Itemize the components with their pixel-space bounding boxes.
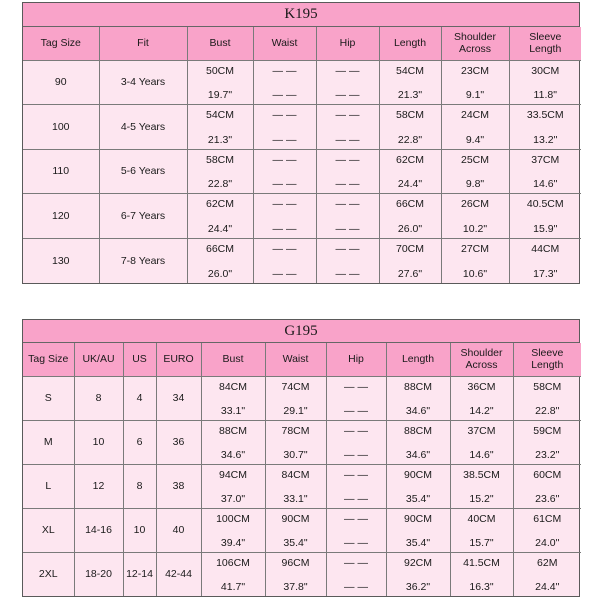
waist-cell xyxy=(253,194,316,239)
inch-value: 23.2" xyxy=(535,448,560,461)
table-row xyxy=(23,238,581,283)
shoulder-cell xyxy=(450,376,513,420)
inch-value: — — xyxy=(335,178,360,191)
hip-cell xyxy=(316,149,379,194)
column-header: Waist xyxy=(265,343,326,376)
inch-value: 22.8" xyxy=(397,133,423,146)
inch-value: 21.3" xyxy=(397,89,423,102)
length-cell xyxy=(386,464,450,508)
inch-value: 21.3" xyxy=(207,133,233,146)
tag-cell: S xyxy=(23,376,74,420)
sleeve-cell xyxy=(509,238,581,283)
size-chart-g195 xyxy=(22,319,580,597)
inch-value: 15.9" xyxy=(533,222,558,235)
inch-value: — — xyxy=(344,581,368,593)
inch-value: 24.4" xyxy=(535,581,560,593)
shoulder-cell xyxy=(441,238,509,283)
table-row xyxy=(23,464,581,508)
cm-value: — — xyxy=(344,380,368,393)
shoulder-cell xyxy=(441,60,509,105)
cm-value: 58CM xyxy=(395,109,424,122)
inch-value: 14.6" xyxy=(533,178,558,191)
hip-cell xyxy=(316,238,379,283)
bust-cell xyxy=(201,420,265,464)
us-cell: 4 xyxy=(123,376,156,420)
shoulder-cell xyxy=(450,552,513,596)
length-cell xyxy=(379,105,441,150)
cm-value: 33.5CM xyxy=(526,109,564,122)
cm-value: 61CM xyxy=(533,512,562,525)
cm-value: — — xyxy=(272,242,297,255)
column-header: Tag Size xyxy=(23,27,99,60)
tag-cell: 120 xyxy=(23,194,99,239)
inch-value: 24.4" xyxy=(397,178,423,191)
cm-value: 37CM xyxy=(531,153,560,166)
inch-value: — — xyxy=(344,536,368,549)
inch-value: 34.6" xyxy=(405,404,431,417)
column-header: Hip xyxy=(316,27,379,60)
cm-value: — — xyxy=(335,109,360,122)
tag-cell: 110 xyxy=(23,149,99,194)
length-cell xyxy=(386,552,450,596)
bust-cell xyxy=(201,376,265,420)
euro-cell: 40 xyxy=(156,508,201,552)
inch-value: 29.1" xyxy=(283,404,308,417)
tag-cell: XL xyxy=(23,508,74,552)
table-row xyxy=(23,149,581,194)
chart-title: G195 xyxy=(23,320,579,343)
euro-cell: 36 xyxy=(156,420,201,464)
cm-value: 40CM xyxy=(467,512,496,525)
hip-cell xyxy=(316,105,379,150)
sleeve-cell xyxy=(513,464,581,508)
euro-cell: 38 xyxy=(156,464,201,508)
column-header: Bust xyxy=(187,27,253,60)
cm-value: 88CM xyxy=(218,424,247,437)
cm-value: 44CM xyxy=(531,242,560,255)
inch-value: 9.4" xyxy=(465,133,485,146)
fit-cell: 7-8 Years xyxy=(99,238,187,283)
sleeve-cell xyxy=(513,420,581,464)
hip-cell xyxy=(326,464,386,508)
hip-cell xyxy=(326,508,386,552)
cm-value: 26CM xyxy=(460,198,489,211)
bust-cell xyxy=(187,105,253,150)
inch-value: 22.8" xyxy=(535,404,560,417)
table-row xyxy=(23,552,581,596)
inch-value: 33.1" xyxy=(283,492,308,505)
cm-value: 27CM xyxy=(460,242,489,255)
cm-value: 70CM xyxy=(395,242,424,255)
cm-value: 40.5CM xyxy=(526,198,564,211)
us-cell: 6 xyxy=(123,420,156,464)
cm-value: 94CM xyxy=(218,468,247,481)
cm-value: 84CM xyxy=(218,380,247,393)
cm-value: 74CM xyxy=(281,380,310,393)
shoulder-cell xyxy=(441,194,509,239)
waist-cell xyxy=(253,149,316,194)
table-row xyxy=(23,420,581,464)
inch-value: 41.7" xyxy=(220,581,246,593)
inch-value: 13.2" xyxy=(533,133,558,146)
cm-value: 88CM xyxy=(403,424,432,437)
bust-cell xyxy=(201,552,265,596)
cm-value: — — xyxy=(344,424,368,437)
cm-value: — — xyxy=(344,512,368,525)
bust-cell xyxy=(187,238,253,283)
tag-cell: 130 xyxy=(23,238,99,283)
cm-value: 66CM xyxy=(205,242,234,255)
inch-value: 22.8" xyxy=(207,178,233,191)
shoulder-cell xyxy=(450,420,513,464)
column-header: Hip xyxy=(326,343,386,376)
cm-value: 66CM xyxy=(395,198,424,211)
cm-value: — — xyxy=(272,198,297,211)
inch-value: 16.3" xyxy=(469,581,494,593)
inch-value: — — xyxy=(344,404,368,417)
column-header: Waist xyxy=(253,27,316,60)
waist-cell xyxy=(265,508,326,552)
cm-value: 50CM xyxy=(205,64,234,77)
bust-cell xyxy=(187,149,253,194)
column-header: EURO xyxy=(156,343,201,376)
column-header: Length xyxy=(386,343,450,376)
inch-value: — — xyxy=(335,268,360,280)
uk-cell: 10 xyxy=(74,420,123,464)
cm-value: 25CM xyxy=(460,153,489,166)
table-row xyxy=(23,60,581,105)
sleeve-cell xyxy=(509,149,581,194)
waist-cell xyxy=(253,60,316,105)
inch-value: 39.4" xyxy=(220,536,246,549)
cm-value: 84CM xyxy=(281,468,310,481)
cm-value: 60CM xyxy=(533,468,562,481)
length-cell xyxy=(379,238,441,283)
tag-cell: 100 xyxy=(23,105,99,150)
cm-value: 90CM xyxy=(403,512,432,525)
cm-value: 58CM xyxy=(533,380,562,393)
euro-cell: 42-44 xyxy=(156,552,201,596)
bust-cell xyxy=(201,508,265,552)
inch-value: 34.6" xyxy=(220,448,246,461)
inch-value: 24.4" xyxy=(207,222,233,235)
hip-cell xyxy=(316,60,379,105)
inch-value: — — xyxy=(344,448,368,461)
us-cell: 12-14 xyxy=(123,552,156,596)
waist-cell xyxy=(265,464,326,508)
waist-cell xyxy=(253,238,316,283)
inch-value: 37.8" xyxy=(283,581,308,593)
cm-value: 96CM xyxy=(281,556,310,569)
cm-value: 41.5CM xyxy=(463,556,500,569)
hip-cell xyxy=(316,194,379,239)
cm-value: 58CM xyxy=(205,153,234,166)
cm-value: 36CM xyxy=(467,380,496,393)
bust-cell xyxy=(187,60,253,105)
sleeve-cell xyxy=(513,508,581,552)
cm-value: 62M xyxy=(537,556,558,569)
cm-value: 59CM xyxy=(533,424,562,437)
inch-value: — — xyxy=(272,268,297,280)
inch-value: 15.7" xyxy=(469,536,494,549)
uk-cell: 14-16 xyxy=(74,508,123,552)
fit-cell: 6-7 Years xyxy=(99,194,187,239)
sleeve-cell xyxy=(513,552,581,596)
table-row xyxy=(23,194,581,239)
column-header: Sleeve Length xyxy=(513,343,581,376)
inch-value: 27.6" xyxy=(397,268,423,280)
cm-value: 54CM xyxy=(205,109,234,122)
inch-value: 37.0" xyxy=(220,492,246,505)
euro-cell: 34 xyxy=(156,376,201,420)
fit-cell: 5-6 Years xyxy=(99,149,187,194)
uk-cell: 12 xyxy=(74,464,123,508)
column-header: Bust xyxy=(201,343,265,376)
us-cell: 10 xyxy=(123,508,156,552)
cm-value: 92CM xyxy=(403,556,432,569)
hip-cell xyxy=(326,552,386,596)
column-header: US xyxy=(123,343,156,376)
shoulder-cell xyxy=(441,149,509,194)
inch-value: 23.6" xyxy=(535,492,560,505)
cm-value: 78CM xyxy=(281,424,310,437)
chart-title: K195 xyxy=(23,3,579,27)
column-header: Fit xyxy=(99,27,187,60)
inch-value: — — xyxy=(335,89,360,102)
inch-value: 35.4" xyxy=(405,536,431,549)
fit-cell: 3-4 Years xyxy=(99,60,187,105)
inch-value: 34.6" xyxy=(405,448,431,461)
length-cell xyxy=(379,194,441,239)
waist-cell xyxy=(253,105,316,150)
inch-value: — — xyxy=(272,89,297,102)
cm-value: 100CM xyxy=(216,512,250,525)
column-header: Tag Size xyxy=(23,343,74,376)
table-row xyxy=(23,508,581,552)
inch-value: 11.8" xyxy=(533,89,557,102)
uk-cell: 8 xyxy=(74,376,123,420)
column-header: Shoulder Across xyxy=(441,27,509,60)
inch-value: 26.0" xyxy=(397,222,423,235)
size-chart-k195 xyxy=(22,2,580,284)
sleeve-cell xyxy=(513,376,581,420)
length-cell xyxy=(386,508,450,552)
inch-value: 17.3" xyxy=(533,268,558,280)
inch-value: 9.1" xyxy=(465,89,485,102)
length-cell xyxy=(386,376,450,420)
inch-value: 35.4" xyxy=(283,536,308,549)
column-header: Sleeve Length xyxy=(509,27,581,60)
inch-value: — — xyxy=(272,222,297,235)
inch-value: 15.2" xyxy=(469,492,494,505)
cm-value: 30CM xyxy=(531,64,560,77)
sleeve-cell xyxy=(509,60,581,105)
waist-cell xyxy=(265,376,326,420)
sleeve-cell xyxy=(509,105,581,150)
cm-value: 88CM xyxy=(403,380,432,393)
inch-value: 24.0" xyxy=(535,536,560,549)
column-header: Shoulder Across xyxy=(450,343,513,376)
length-cell xyxy=(379,149,441,194)
cm-value: — — xyxy=(272,153,297,166)
inch-value: 30.7" xyxy=(283,448,308,461)
shoulder-cell xyxy=(450,508,513,552)
cm-value: 106CM xyxy=(216,556,250,569)
tag-cell: 90 xyxy=(23,60,99,105)
inch-value: 26.0" xyxy=(207,268,233,280)
inch-value: — — xyxy=(335,133,360,146)
inch-value: 14.2" xyxy=(469,404,494,417)
inch-value: 36.2" xyxy=(405,581,431,593)
bust-cell xyxy=(201,464,265,508)
length-cell xyxy=(379,60,441,105)
cm-value: 24CM xyxy=(460,109,489,122)
cm-value: 37CM xyxy=(467,424,496,437)
length-cell xyxy=(386,420,450,464)
inch-value: — — xyxy=(272,133,297,146)
inch-value: 10.2" xyxy=(462,222,488,235)
tag-cell: L xyxy=(23,464,74,508)
waist-cell xyxy=(265,420,326,464)
cm-value: — — xyxy=(335,64,360,77)
cm-value: — — xyxy=(335,242,360,255)
cm-value: — — xyxy=(344,556,368,569)
shoulder-cell xyxy=(441,105,509,150)
inch-value: — — xyxy=(344,492,368,505)
column-header: Length xyxy=(379,27,441,60)
uk-cell: 18-20 xyxy=(74,552,123,596)
hip-cell xyxy=(326,376,386,420)
tag-cell: M xyxy=(23,420,74,464)
inch-value: — — xyxy=(272,178,297,191)
cm-value: — — xyxy=(335,198,360,211)
bust-cell xyxy=(187,194,253,239)
hip-cell xyxy=(326,420,386,464)
table-row xyxy=(23,105,581,150)
cm-value: 54CM xyxy=(395,64,424,77)
shoulder-cell xyxy=(450,464,513,508)
cm-value: 38.5CM xyxy=(463,468,500,481)
cm-value: — — xyxy=(344,468,368,481)
size-table xyxy=(23,343,581,596)
size-table xyxy=(23,27,581,283)
tag-cell: 2XL xyxy=(23,552,74,596)
cm-value: — — xyxy=(272,109,297,122)
inch-value: 33.1" xyxy=(220,404,246,417)
cm-value: 90CM xyxy=(281,512,310,525)
cm-value: — — xyxy=(335,153,360,166)
table-row xyxy=(23,376,581,420)
inch-value: 10.6" xyxy=(462,268,488,280)
cm-value: 90CM xyxy=(403,468,432,481)
waist-cell xyxy=(265,552,326,596)
cm-value: 23CM xyxy=(460,64,489,77)
fit-cell: 4-5 Years xyxy=(99,105,187,150)
inch-value: 9.8" xyxy=(465,178,485,191)
column-header: UK/AU xyxy=(74,343,123,376)
sleeve-cell xyxy=(509,194,581,239)
inch-value: — — xyxy=(335,222,360,235)
inch-value: 14.6" xyxy=(469,448,494,461)
inch-value: 35.4" xyxy=(405,492,431,505)
inch-value: 19.7" xyxy=(207,89,233,102)
cm-value: 62CM xyxy=(205,198,234,211)
us-cell: 8 xyxy=(123,464,156,508)
cm-value: 62CM xyxy=(395,153,424,166)
cm-value: — — xyxy=(272,64,297,77)
spacer xyxy=(0,284,600,319)
